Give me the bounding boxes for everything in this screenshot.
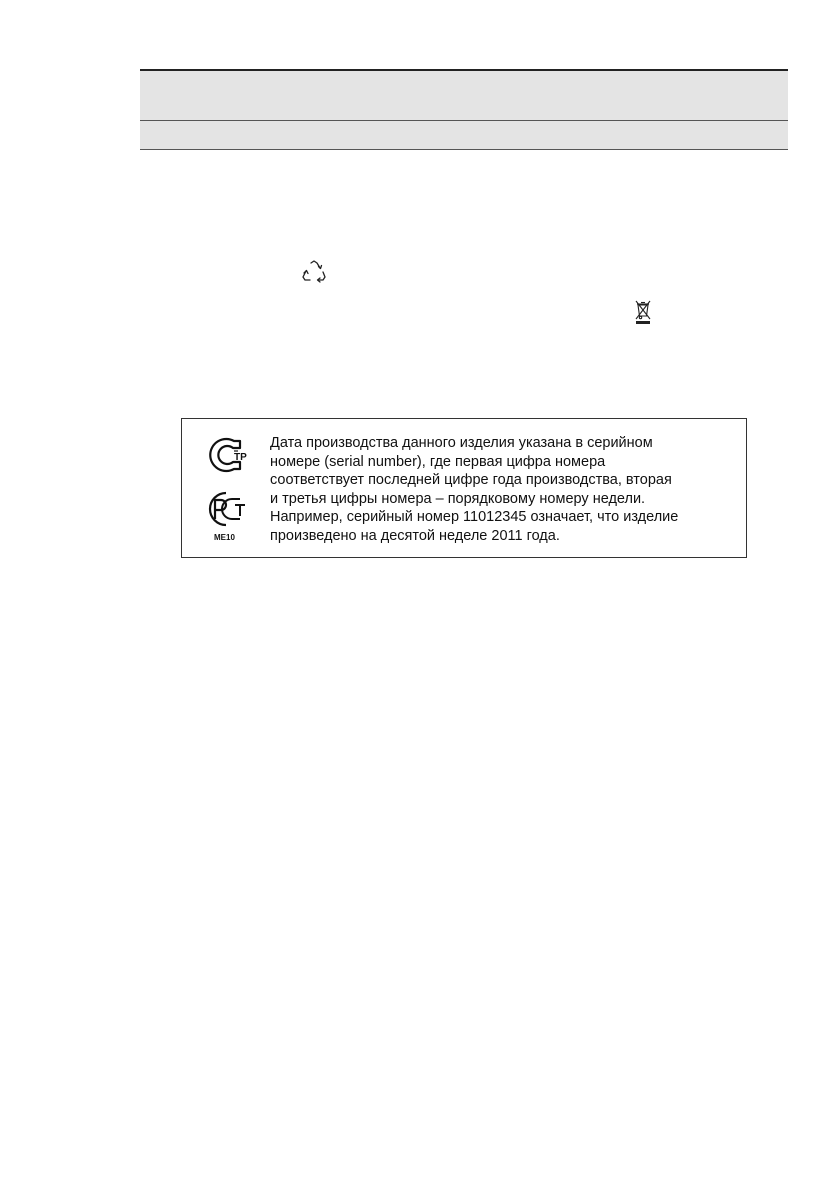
certification-line: произведено на десятой неделе 2011 года. (270, 527, 560, 544)
svg-text:ТР: ТР (234, 452, 247, 463)
certification-line: Например, серийный номер 11012345 означает, что изделие (270, 509, 679, 525)
crossed-out-wheelie-bin-icon (632, 299, 654, 325)
header-table (140, 69, 788, 150)
certification-line: и третья цифры номера – порядковому номеру недели. (270, 490, 646, 507)
certification-line: соответствует последней цифре года производства, вторая (270, 472, 672, 488)
certification-text (270, 434, 740, 545)
certification-logos (202, 433, 262, 551)
gost-certification-logo (204, 435, 252, 475)
pct-certification-logo (204, 489, 252, 529)
header-row-subtitle (140, 121, 788, 150)
recycle-icon (300, 258, 328, 286)
certification-line: Дата производства данного изделия указана в серийном (270, 435, 653, 451)
header-row-title (140, 71, 788, 121)
certification-code: ME10 (214, 533, 235, 542)
certification-box (181, 418, 747, 558)
certification-line: номере (serial number), где первая цифра номера (270, 453, 606, 470)
